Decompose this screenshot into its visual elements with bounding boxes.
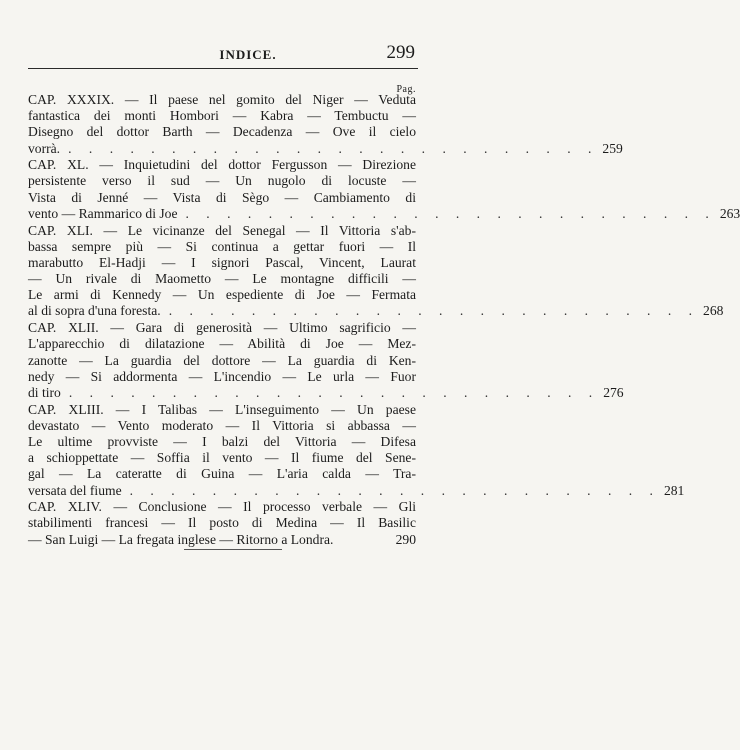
- toc-page-number: 276: [603, 384, 624, 400]
- toc-last-line: [28, 303, 724, 319]
- toc-line-end-text: versata del fiume: [28, 482, 122, 498]
- dot-leader: . . . . . . . . . . . . . . . . . . . . . . . . . .: [185, 205, 716, 221]
- toc-entry-chapter-42: [28, 320, 624, 401]
- toc-entry-chapter-43: [28, 401, 685, 499]
- closing-rule: [184, 549, 282, 550]
- toc-page-number: 268: [703, 303, 724, 319]
- toc-line: CAP. XLI. — Le vicinanze del Senegal — Il Vittoria s'ab-: [28, 222, 416, 238]
- toc-line: marabutto El-Hadji — I signori Pascal, Vincent, Laurat: [28, 254, 416, 270]
- toc-line: CAP. XLIV. — Conclusione — Il processo verbale — Gli: [28, 499, 416, 515]
- toc-entry-chapter-41: [28, 222, 724, 320]
- toc-page-number: 263: [719, 205, 740, 221]
- toc-last-line: [28, 532, 416, 548]
- toc-page-number: 259: [602, 140, 623, 156]
- toc-line: Disegno del dottor Barth — Decadenza — Ove il cielo: [28, 124, 416, 140]
- dot-leader: . . . . . . . . . . . . . . . . . . . . . . . . . .: [168, 303, 700, 319]
- toc-entry-chapter-44: [28, 499, 416, 548]
- dot-leader: . . . . . . . . . . . . . . . . . . . . . . . . . .: [68, 140, 599, 156]
- toc-line: Vista di Jenné — Vista di Sègo — Cambiamento di: [28, 189, 416, 205]
- header-rule: [28, 68, 418, 69]
- toc-entry-chapter-39: [28, 92, 623, 157]
- table-of-contents: [28, 92, 740, 548]
- dot-leader: . . . . . . . . . . . . . . . . . . . . . . . . . .: [68, 384, 600, 400]
- toc-line: Le ultime provviste — I balzi del Vittoria — Difesa: [28, 433, 416, 449]
- toc-line-end-text: vento — Rammarico di Joe: [28, 205, 178, 221]
- toc-last-line: [28, 384, 624, 401]
- toc-line: CAP. XL. — Inquietudini del dottor Fergusson — Direzione: [28, 157, 416, 173]
- toc-line: CAP. XXXIX. — Il paese nel gomito del Niger — Veduta: [28, 92, 416, 107]
- dot-leader: . . . . . . . . . . . . . . . . . . . . . . . . . .: [129, 482, 660, 498]
- toc-page-number: 290: [395, 531, 416, 547]
- toc-line-end-text: — San Luigi — La fregata inglese — Ritorno a Londra.: [28, 531, 334, 547]
- toc-page-number: 281: [663, 482, 685, 498]
- toc-line: CAP. XLII. — Gara di generosità — Ultimo sagrificio —: [28, 320, 416, 336]
- toc-line: CAP. XLIII. — I Talibas — L'inseguimento — Un paese: [28, 401, 416, 417]
- running-title: INDICE.: [219, 47, 277, 62]
- toc-line: — Un rivale di Maometto — Le montagne difficili —: [28, 271, 416, 287]
- page-column-label: Pag.: [396, 84, 416, 95]
- toc-last-line: [28, 482, 685, 499]
- toc-line: zanotte — La guardia del dottore — La guardia di Ken-: [28, 352, 416, 368]
- toc-line: fantastica dei monti Hombori — Kabra — Tembuctu —: [28, 108, 416, 124]
- toc-line-end-text: di tiro: [28, 384, 61, 400]
- toc-line: a schioppettate — Soffia il vento — Il fiume del Sene-: [28, 450, 416, 466]
- toc-line-end-text: al di sopra d'una foresta.: [28, 303, 161, 319]
- toc-line: devastato — Vento moderato — Il Vittoria si abbassa —: [28, 417, 416, 433]
- toc-entry-chapter-40: [28, 157, 740, 222]
- toc-last-line: [28, 205, 740, 222]
- toc-line: Le armi di Kennedy — Un espediente di Joe — Fermata: [28, 287, 416, 303]
- toc-line: gal — La cateratte di Guina — L'aria calda — Tra-: [28, 466, 416, 482]
- toc-last-line: [28, 140, 623, 157]
- toc-line: nedy — Si addormenta — L'incendio — Le urla — Fuor: [28, 368, 416, 384]
- toc-line: bassa sempre più — Si continua a gettar fuori — Il: [28, 238, 416, 254]
- toc-line: stabilimenti francesi — Il posto di Medina — Il Basilic: [28, 515, 416, 531]
- toc-line: persistente verso il sud — Un nugolo di locuste —: [28, 173, 416, 189]
- toc-line: L'apparecchio di dilatazione — Abilità di Joe — Mez-: [28, 336, 416, 352]
- page-number: 299: [386, 42, 415, 63]
- toc-line-end-text: vorrà.: [28, 140, 61, 156]
